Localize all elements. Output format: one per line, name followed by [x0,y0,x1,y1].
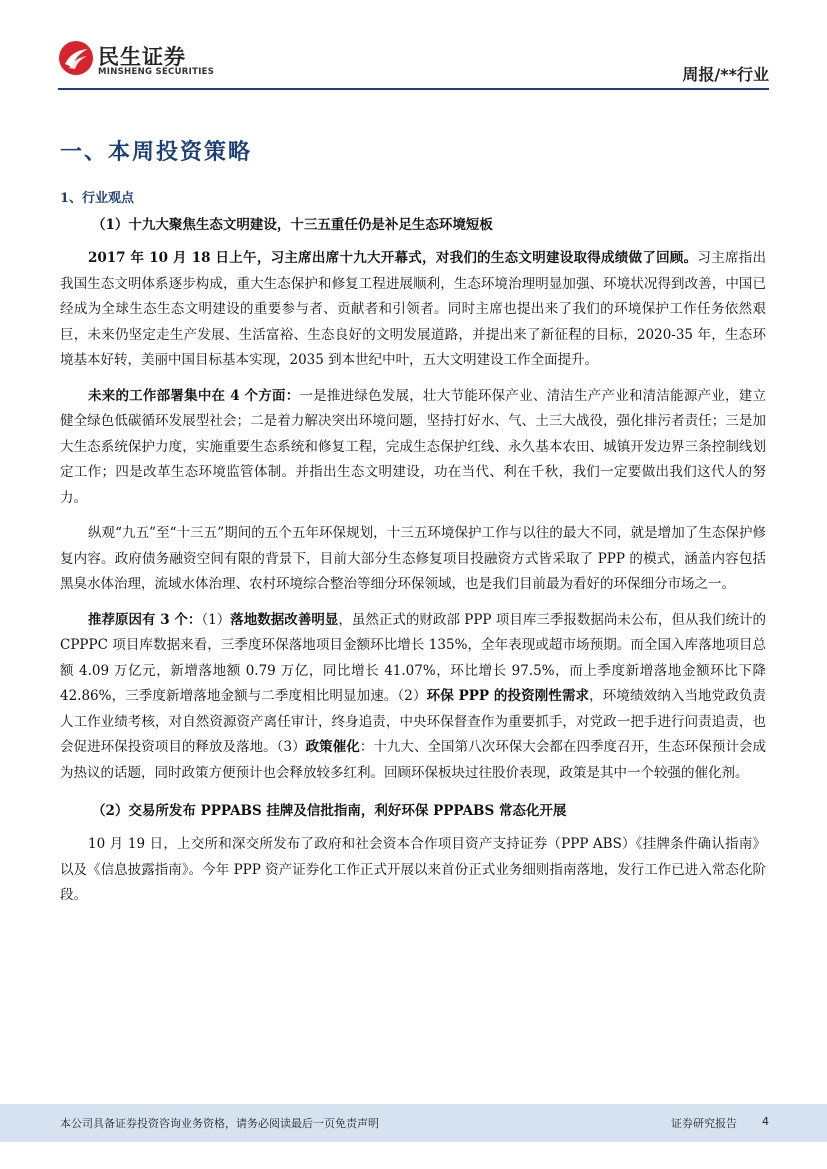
paragraph-4-point-2: 环保 PPP 的投资刚性需求 [426,688,590,704]
paragraph-1-lead: 2017 年 10 月 18 日上午，习主席出席十九大开幕式，对我们的生态文明建设取得成绩做了回顾。 [88,250,698,266]
paragraph-5 [60,832,766,909]
paragraph-4 [60,608,766,787]
paragraph-1 [60,246,766,374]
page-number: 4 [762,1115,769,1128]
subsection-title: 1、行业观点 [60,191,135,206]
minsheng-logo [58,40,218,80]
main-content [60,130,766,919]
paragraph-4-text-1: （1） [201,611,231,628]
paragraph-4-text-3: ，环境绩效纳入当地党政负责人工作业绩考核，对自然资源资产离任审计，终身追责，中央环保督查作为重要抓手，对党政一把手进行问责追责，也会促进环保投资项目的释放及落地。（3） [60,688,766,755]
paragraph-2-body: 一是推进绿色发展，壮大节能环保产业、清洁生产产业和清洁能源产业，建立健全绿色低碳循环发展型社会；二是着力解决突出环境问题，坚持打好水、气、土三大战役，强化排污者责任；三是加大生态系统保护力度，实施重要生态系统和修复工程，完成生态保护红线、永久基本农田、城镇开发边界三条控制线划定工作；四是改革生态环境监管体制。并指出生态文明建设，功在当代、利在千秋，我们一定要做出我们这代人的努力。 [60,387,766,506]
paragraph-1-body: 习主席指出我国生态文明体系逐步构成，重大生态保护和修复工程进展顺利，生态环境治理明显加强、环境状况得到改善，中国已经成为全球生态生态文明建设的重要参与者、贡献者和引领者。同时主席也提出来了我们的环境保护工作任务依然艰巨，未来仍坚定走生产发展、生活富裕、生态良好的文明发展道路，并提出来了新征程的目标，2020-35 年，生态环境基本好转，美丽中国目标基本实现，2035 到本世纪中叶，五大文明建设工作全面提升。 [60,250,766,368]
paragraph-5-body: 10 月 19 日，上交所和深交所发布了政府和社会资本合作项目资产支持证券（PPP ABS）《挂牌条件确认指南》以及《信息披露指南》。今年 PPP 资产证券化工作正式开展以来首份正式业务细则指南落地，发行工作已进入常态化阶段。 [60,836,766,903]
paragraph-4-text-2: ，虽然正式的财政部 PPP 项目库三季报数据尚未公布，但从我们统计的 CPPPC 项目库数据来看，三季度环保落地项目金额环比增长 135%，全年表现或超市场预期。而全国入库落地项目总额 4.09 万亿元，新增落地额 0.79 万亿，同比增长 41.07%，环比增长 97.5%，而上季度新增落地金额环比下降 42.86%，三季度新增落地金额与二季度相比明显加速。（2） [60,611,767,704]
document-type: 周报/**行业 [682,65,769,84]
paragraph-4-text-4: ：十九大、全国第八次环保大会都在四季度召开，生态环保预计会成为热议的话题，同时政策方便预计也会释放较多红利。回顾环保板块过往股价表现，政策是其中一个较强的催化剂。 [60,739,767,781]
logo-english-name: MINSHENG SECURITIES [98,67,215,77]
footer-disclaimer: 本公司具备证券投资咨询业务资格，请务必阅读最后一页免责声明 [60,1117,379,1130]
paragraph-3-body: 纵观“九五”至“十三五”期间的五个五年环保规划，十三五环境保护工作与以往的最大不同，就是增加了生态保护修复内容。政府债务融资空间有限的背景下，目前大部分生态修复项目投融资方式皆采取了 PPP 的模式，涵盖内容包括黑臭水体治理，流域水体治理、农村环境综合整治等细分环保领域，也是我们目前最为看好的环保细分市场之一。 [60,525,766,592]
paragraph-3 [60,521,766,598]
page-footer [0,1104,827,1142]
page-header [0,0,827,92]
minsheng-logo-icon [58,40,94,76]
paragraph-4-lead: 推荐原因有 3 个： [88,611,202,628]
header-divider [58,88,769,90]
topic-heading-2: （2）交易所发布 PPPABS 挂牌及信批指南，利好环保 PPPABS 常态化开展 [92,803,567,819]
paragraph-2 [60,384,766,512]
paragraph-2-lead: 未来的工作部署集中在 4 个方面： [88,387,300,404]
paragraph-4-point-1: 落地数据改善明显 [230,611,339,628]
paragraph-4-point-3: 政策催化 [305,739,360,755]
section-title: 一、本周投资策略 [60,139,253,165]
logo-chinese-name: 民生证券 [98,45,186,69]
footer-report-label: 证券研究报告 [671,1117,737,1130]
topic-heading-1: （1）十九大聚焦生态文明建设，十三五重任仍是补足生态环境短板 [92,217,493,233]
